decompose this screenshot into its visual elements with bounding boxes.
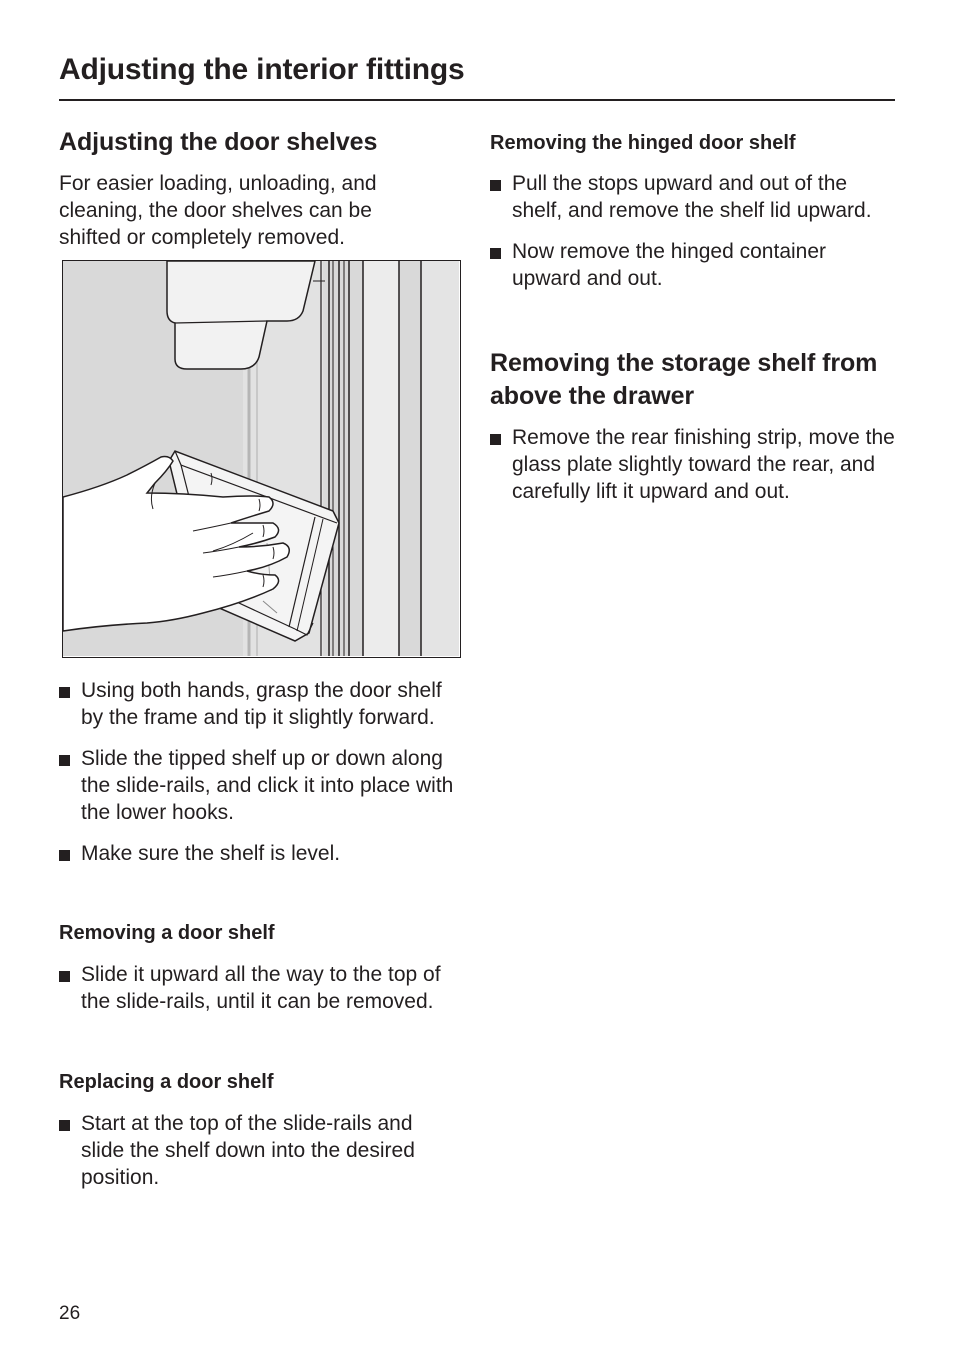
section-heading-storage-shelf: Removing the storage shelf from above the drawer bbox=[490, 349, 878, 410]
title-divider bbox=[59, 99, 895, 101]
list-item: Pull the stops upward and out of the shelf, and remove the shelf lid upward. bbox=[490, 170, 895, 224]
illustration-drawing bbox=[63, 261, 459, 656]
list-item: Slide the tipped shelf up or down along the slide-rails, and click it into place with the lower hooks. bbox=[59, 745, 459, 826]
bullet-square-icon bbox=[490, 248, 501, 259]
subheading-replacing-door-shelf: Replacing a door shelf bbox=[59, 1071, 274, 1093]
section-heading-door-shelves: Adjusting the door shelves bbox=[59, 128, 378, 156]
bullet-square-icon bbox=[59, 755, 70, 766]
bullet-square-icon bbox=[59, 687, 70, 698]
bullet-square-icon bbox=[490, 434, 501, 445]
replacing-door-shelf-steps bbox=[59, 1110, 459, 1191]
subheading-removing-door-shelf: Removing a door shelf bbox=[59, 922, 275, 944]
page-title: Adjusting the interior fittings bbox=[59, 53, 465, 86]
list-item: Now remove the hinged container upward and out. bbox=[490, 238, 895, 292]
page-number: 26 bbox=[59, 1303, 81, 1324]
list-item: Start at the top of the slide-rails and slide the shelf down into the desired position. bbox=[59, 1110, 459, 1191]
subheading-removing-hinged-shelf: Removing the hinged door shelf bbox=[490, 132, 796, 154]
list-item: Remove the rear finishing strip, move the glass plate slightly toward the rear, and carefully lift it upward and out. bbox=[490, 424, 895, 505]
removing-door-shelf-steps bbox=[59, 961, 459, 1015]
hinged-shelf-steps bbox=[490, 170, 895, 292]
bullet-square-icon bbox=[59, 1120, 70, 1131]
storage-shelf-steps bbox=[490, 424, 895, 505]
door-shelf-illustration bbox=[62, 260, 461, 658]
bullet-square-icon bbox=[59, 971, 70, 982]
list-item: Make sure the shelf is level. bbox=[59, 840, 459, 867]
door-shelf-steps bbox=[59, 677, 459, 867]
bullet-square-icon bbox=[59, 850, 70, 861]
list-item: Using both hands, grasp the door shelf by the frame and tip it slightly forward. bbox=[59, 677, 459, 731]
list-item: Slide it upward all the way to the top of the slide-rails, until it can be removed. bbox=[59, 961, 459, 1015]
bullet-square-icon bbox=[490, 180, 501, 191]
intro-paragraph: For easier loading, unloading, and cleaning, the door shelves can be shifted or completely removed. bbox=[59, 172, 377, 249]
